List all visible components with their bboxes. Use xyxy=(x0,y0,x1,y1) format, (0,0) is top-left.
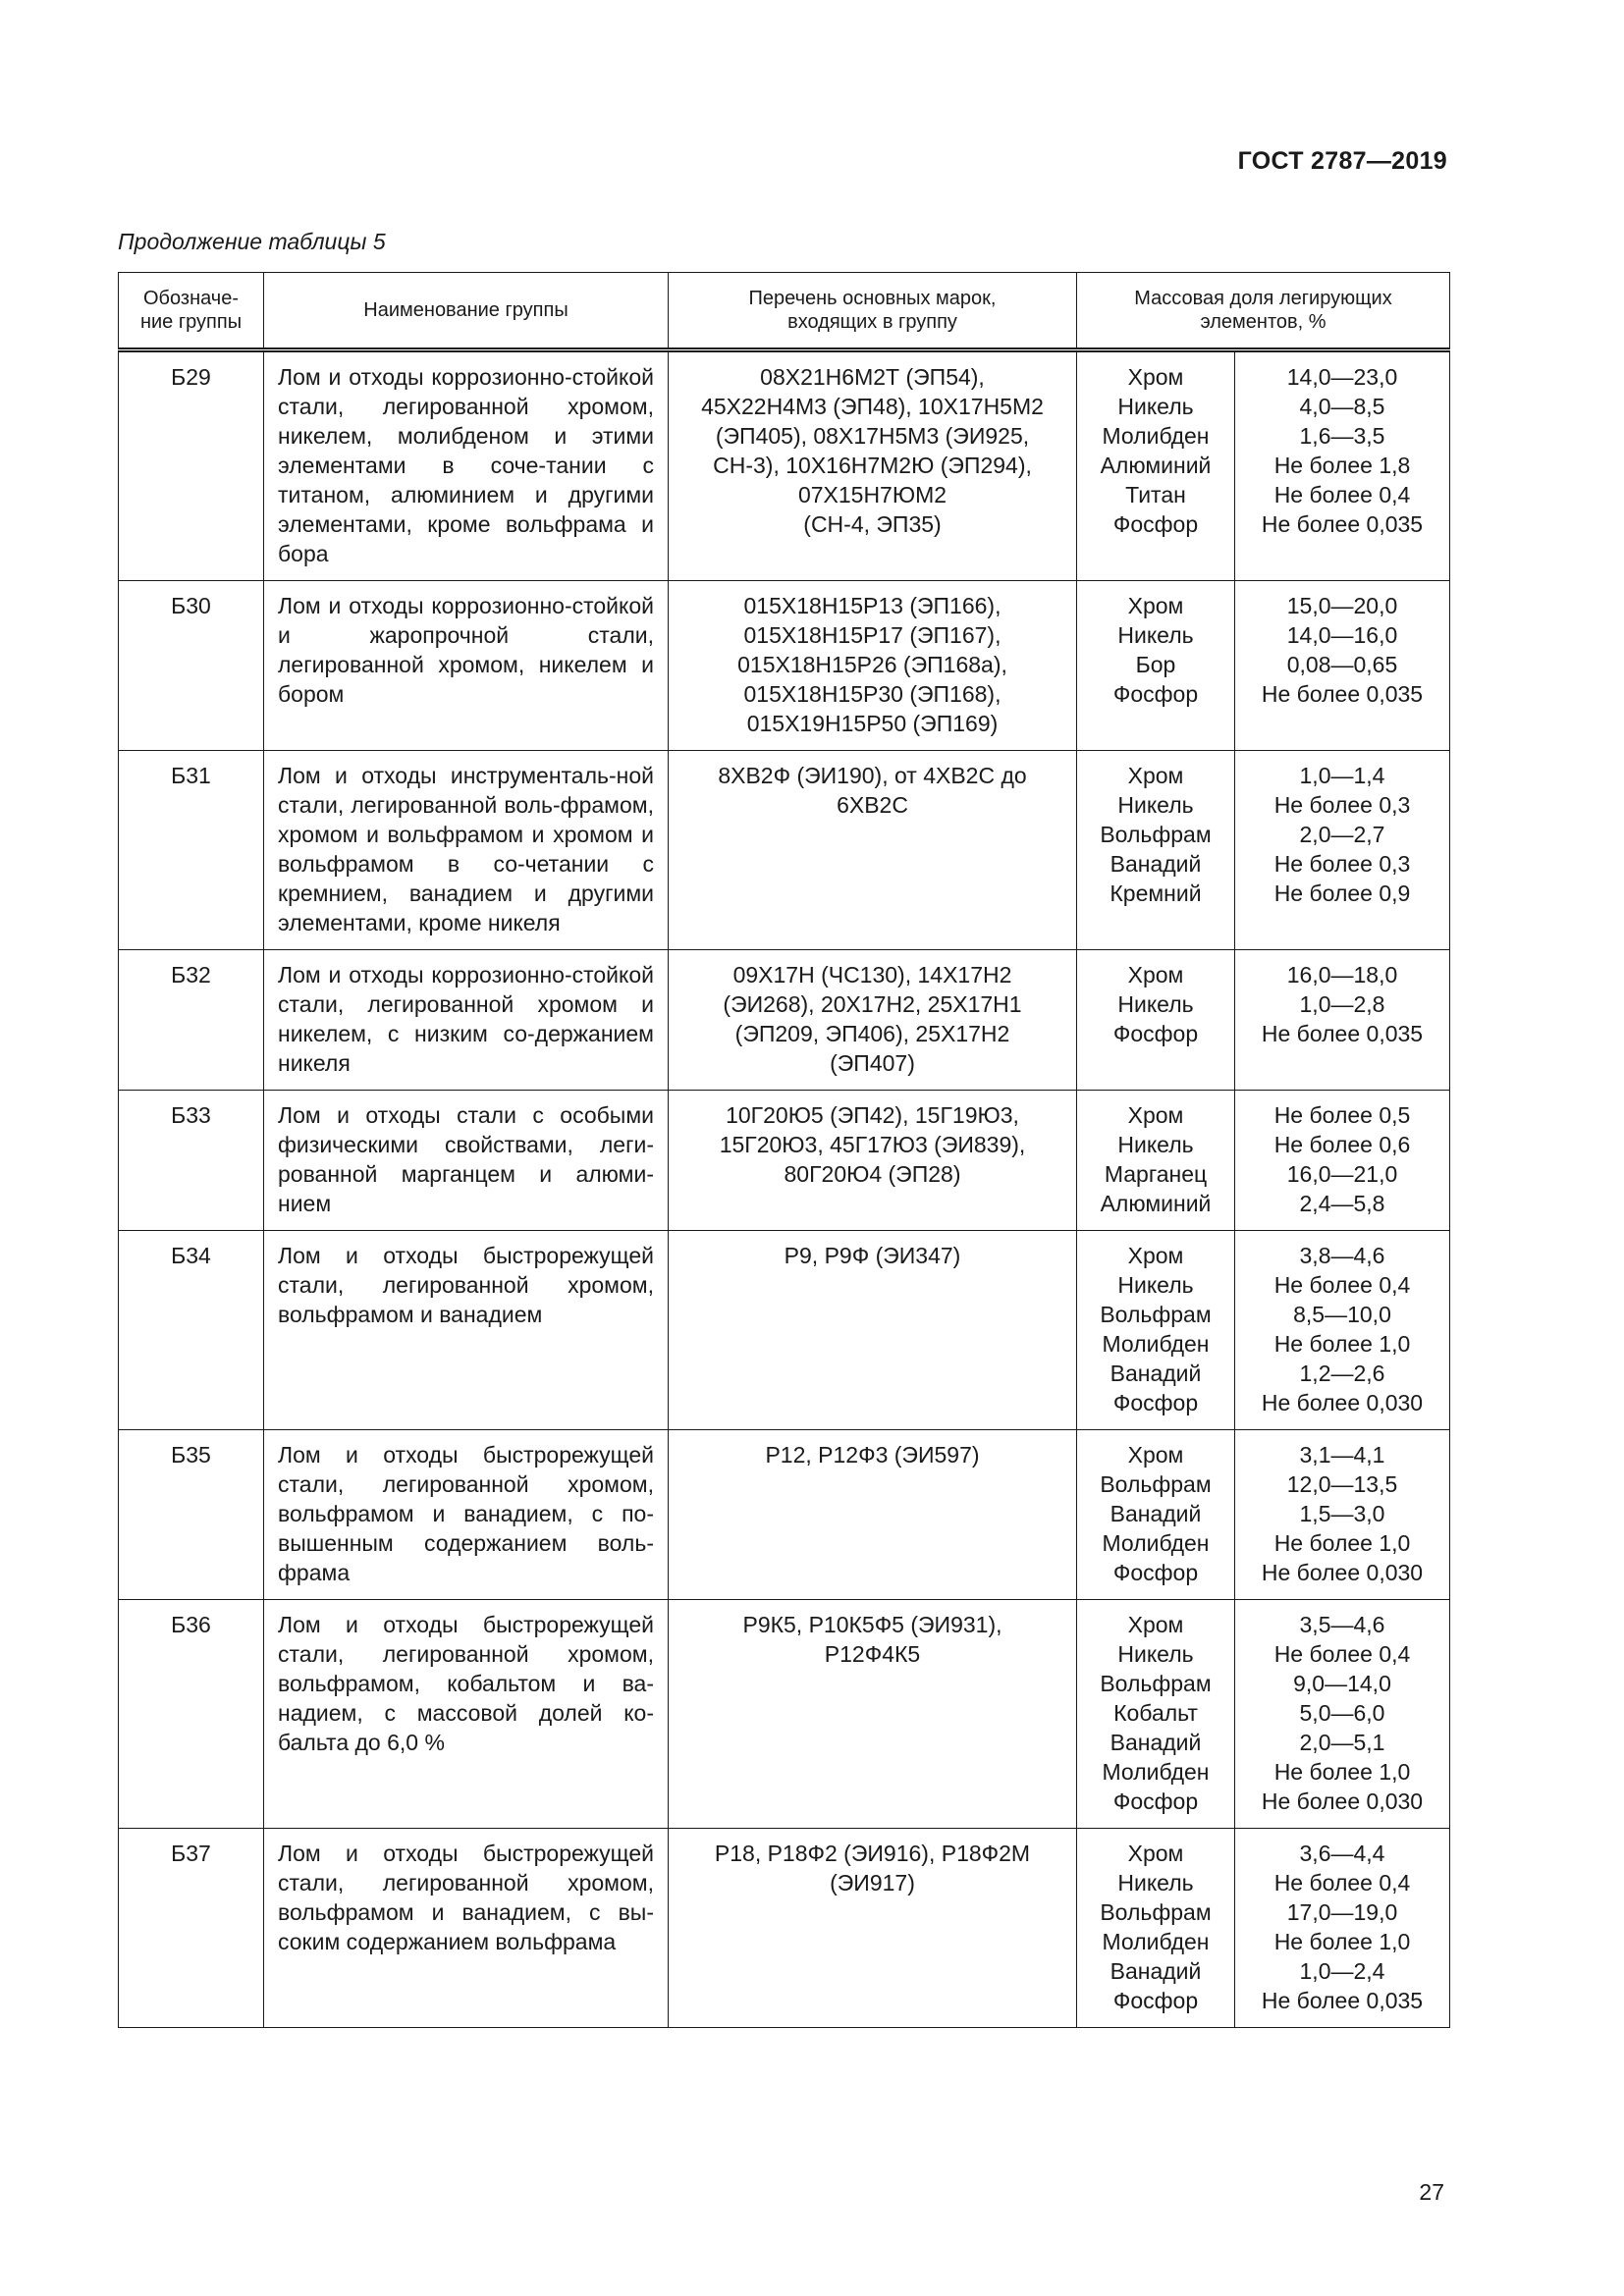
table-row xyxy=(119,1829,1450,2028)
mass-fraction-value: 2,4—5,8 xyxy=(1299,1191,1385,1216)
mass-fraction-value: 2,0—5,1 xyxy=(1299,1730,1385,1755)
alloying-element: Фосфор xyxy=(1112,1390,1199,1415)
alloying-elements-cell xyxy=(1077,1430,1235,1600)
steel-grades-line: 015Х18Н15Р30 (ЭП168), xyxy=(743,681,1001,707)
alloying-element: Фосфор xyxy=(1112,511,1199,537)
mass-fraction-value: 17,0—19,0 xyxy=(1286,1899,1398,1925)
steel-grades-cell xyxy=(669,751,1077,950)
steel-grades-cell xyxy=(669,1600,1077,1829)
table-body xyxy=(119,350,1450,2028)
steel-grades-cell xyxy=(669,1829,1077,2028)
steel-grades-line: 15Г20Ю3, 45Г17Ю3 (ЭИ839), xyxy=(719,1132,1026,1157)
mass-fraction-value: Не более 0,030 xyxy=(1261,1390,1424,1415)
alloying-element: Никель xyxy=(1117,622,1194,648)
header-mass-fraction: Массовая доля легирующих элементов, % xyxy=(1077,273,1450,350)
mass-fraction-cell xyxy=(1235,350,1450,581)
table-row xyxy=(119,1091,1450,1231)
alloying-element: Хром xyxy=(1127,1841,1184,1866)
alloying-elements-cell xyxy=(1077,581,1235,751)
alloying-element: Вольфрам xyxy=(1100,1671,1212,1696)
alloy-groups-table xyxy=(118,272,1450,2028)
alloying-elements-cell xyxy=(1077,950,1235,1091)
group-name-cell: Лом и отходы коррозионно-стойкой стали, легированной хромом, никелем, молибденом и этими элементами в соче-тании с титаном, алюминием и другими элементами, кроме вольфрама и бора xyxy=(264,350,669,581)
mass-fraction-value: 5,0—6,0 xyxy=(1299,1700,1385,1726)
header-group-code: Обозначе- ние группы xyxy=(119,273,264,350)
mass-fraction-value: Не более 0,6 xyxy=(1273,1132,1411,1157)
mass-fraction-value: 14,0—16,0 xyxy=(1286,622,1398,648)
mass-fraction-value: Не более 0,3 xyxy=(1273,792,1411,818)
steel-grades-line: 45Х22Н4М3 (ЭП48), 10Х17Н5М2 xyxy=(701,394,1044,419)
group-code-cell: Б36 xyxy=(119,1600,264,1829)
mass-fraction-cell xyxy=(1235,1430,1450,1600)
steel-grades-line: 015Х18Н15Р13 (ЭП166), xyxy=(743,593,1001,618)
mass-fraction-value: Не более 0,4 xyxy=(1273,482,1411,507)
mass-fraction-value: 3,8—4,6 xyxy=(1299,1243,1385,1268)
alloying-element: Хром xyxy=(1127,593,1184,618)
steel-grades-line: 015Х18Н15Р26 (ЭП168а), xyxy=(737,652,1007,677)
group-name-cell: Лом и отходы быстрорежущей стали, легированной хромом, вольфрамом и ванадием, с вы-соким содержанием вольфрама xyxy=(264,1829,669,2028)
alloying-element: Молибден xyxy=(1102,423,1210,449)
mass-fraction-cell xyxy=(1235,950,1450,1091)
steel-grades-line: (СН-4, ЭП35) xyxy=(803,511,942,537)
alloying-elements-cell xyxy=(1077,350,1235,581)
steel-grades-line: Р12Ф4К5 xyxy=(824,1641,921,1667)
steel-grades-line: (ЭИ268), 20Х17Н2, 25Х17Н1 xyxy=(723,991,1022,1017)
alloying-element: Фосфор xyxy=(1112,1560,1199,1585)
group-code-cell: Б31 xyxy=(119,751,264,950)
table-row xyxy=(119,1600,1450,1829)
mass-fraction-value: 16,0—21,0 xyxy=(1286,1161,1398,1187)
alloying-element: Никель xyxy=(1117,394,1194,419)
table-row xyxy=(119,350,1450,581)
steel-grades-line: 09Х17Н (ЧС130), 14Х17Н2 xyxy=(732,962,1012,988)
mass-fraction-value: Не более 0,5 xyxy=(1273,1102,1411,1128)
mass-fraction-value: Не более 1,0 xyxy=(1273,1331,1411,1357)
table-row xyxy=(119,950,1450,1091)
group-name-cell: Лом и отходы инструменталь-ной стали, легированной воль-фрамом, хромом и вольфрамом и хромом и вольфрамом в со-четании с кремнием, ванадием и другими элементами, кроме никеля xyxy=(264,751,669,950)
mass-fraction-value: Не более 0,035 xyxy=(1261,681,1424,707)
table-row xyxy=(119,1430,1450,1600)
mass-fraction-cell xyxy=(1235,1231,1450,1430)
alloying-element: Алюминий xyxy=(1100,453,1212,478)
steel-grades-line: (ЭИ917) xyxy=(830,1870,915,1896)
alloying-elements-cell xyxy=(1077,1231,1235,1430)
group-code-cell: Б29 xyxy=(119,350,264,581)
alloying-element: Хром xyxy=(1127,962,1184,988)
steel-grades-cell xyxy=(669,581,1077,751)
alloying-elements-cell xyxy=(1077,751,1235,950)
alloying-element: Фосфор xyxy=(1112,1789,1199,1814)
mass-fraction-value: Не более 1,0 xyxy=(1273,1759,1411,1785)
mass-fraction-value: 2,0—2,7 xyxy=(1299,822,1385,847)
alloying-element: Хром xyxy=(1127,1612,1184,1637)
header-group-name: Наименование группы xyxy=(264,273,669,350)
mass-fraction-value: Не более 0,4 xyxy=(1273,1272,1411,1298)
alloying-element: Никель xyxy=(1117,1870,1194,1896)
alloying-element: Хром xyxy=(1127,1442,1184,1468)
alloying-element: Никель xyxy=(1117,991,1194,1017)
alloying-element: Ванадий xyxy=(1110,1730,1202,1755)
alloying-elements-cell xyxy=(1077,1829,1235,2028)
page-number: 27 xyxy=(1419,2179,1444,2205)
mass-fraction-value: 1,6—3,5 xyxy=(1299,423,1385,449)
steel-grades-line: 08Х21Н6М2Т (ЭП54), xyxy=(760,364,985,390)
alloying-element: Титан xyxy=(1125,482,1186,507)
table-header-row xyxy=(119,273,1450,350)
alloying-element: Молибден xyxy=(1102,1331,1210,1357)
mass-fraction-value: Не более 0,4 xyxy=(1273,1641,1411,1667)
group-name-cell: Лом и отходы быстрорежущей стали, легированной хромом, вольфрамом, кобальтом и ва-надием, с массовой долей ко-бальта до 6,0 % xyxy=(264,1600,669,1829)
alloying-element: Никель xyxy=(1117,1641,1194,1667)
alloying-element: Молибден xyxy=(1102,1759,1210,1785)
alloying-element: Молибден xyxy=(1102,1929,1210,1954)
steel-grades-line: СН-3), 10Х16Н7М2Ю (ЭП294), xyxy=(713,453,1032,478)
group-name-cell: Лом и отходы быстрорежущей стали, легированной хромом, вольфрамом и ванадием, с по-вышенным содержанием воль-фрама xyxy=(264,1430,669,1600)
alloying-element: Ванадий xyxy=(1110,1958,1202,1984)
group-code-cell: Б33 xyxy=(119,1091,264,1231)
group-code-cell: Б37 xyxy=(119,1829,264,2028)
steel-grades-line: Р18, Р18Ф2 (ЭИ916), Р18Ф2М xyxy=(714,1841,1031,1866)
mass-fraction-cell xyxy=(1235,1600,1450,1829)
group-name-cell: Лом и отходы быстрорежущей стали, легированной хромом, вольфрамом и ванадием xyxy=(264,1231,669,1430)
table-row xyxy=(119,1231,1450,1430)
alloying-element: Фосфор xyxy=(1112,681,1199,707)
group-name-cell: Лом и отходы коррозионно-стойкой и жаропрочной стали, легированной хромом, никелем и бором xyxy=(264,581,669,751)
mass-fraction-value: 16,0—18,0 xyxy=(1286,962,1398,988)
mass-fraction-value: 12,0—13,5 xyxy=(1286,1471,1398,1497)
steel-grades-line: 07Х15Н7ЮМ2 xyxy=(797,482,947,507)
table-row xyxy=(119,751,1450,950)
group-code-cell: Б32 xyxy=(119,950,264,1091)
alloying-element: Кремний xyxy=(1110,881,1202,906)
mass-fraction-cell xyxy=(1235,581,1450,751)
table-row xyxy=(119,581,1450,751)
mass-fraction-value: Не более 1,0 xyxy=(1273,1929,1411,1954)
alloying-element: Фосфор xyxy=(1112,1988,1199,2013)
steel-grades-line: 8ХВ2Ф (ЭИ190), от 4ХВ2С до xyxy=(718,763,1027,788)
steel-grades-line: 015Х19Н15Р50 (ЭП169) xyxy=(746,711,999,736)
mass-fraction-value: Не более 0,035 xyxy=(1261,1988,1424,2013)
mass-fraction-value: Не более 0,035 xyxy=(1261,511,1424,537)
mass-fraction-value: 3,5—4,6 xyxy=(1299,1612,1385,1637)
mass-fraction-value: Не более 0,035 xyxy=(1261,1021,1424,1046)
steel-grades-cell xyxy=(669,950,1077,1091)
steel-grades-line: 10Г20Ю5 (ЭП42), 15Г19Ю3, xyxy=(726,1102,1019,1128)
mass-fraction-cell xyxy=(1235,1829,1450,2028)
mass-fraction-value: Не более 0,030 xyxy=(1261,1560,1424,1585)
mass-fraction-value: 0,08—0,65 xyxy=(1286,652,1398,677)
mass-fraction-value: 1,5—3,0 xyxy=(1299,1501,1385,1526)
alloying-element: Хром xyxy=(1127,1243,1184,1268)
alloying-element: Хром xyxy=(1127,1102,1184,1128)
mass-fraction-value: Не более 1,0 xyxy=(1273,1530,1411,1556)
steel-grades-cell xyxy=(669,1430,1077,1600)
steel-grades-cell xyxy=(669,1091,1077,1231)
mass-fraction-value: 1,0—2,8 xyxy=(1299,991,1385,1017)
mass-fraction-value: Не более 1,8 xyxy=(1273,453,1411,478)
alloying-element: Вольфрам xyxy=(1100,1471,1212,1497)
alloying-element: Вольфрам xyxy=(1100,1899,1212,1925)
mass-fraction-value: 1,0—1,4 xyxy=(1299,763,1385,788)
alloying-element: Кобальт xyxy=(1113,1700,1198,1726)
steel-grades-cell xyxy=(669,350,1077,581)
alloying-element: Молибден xyxy=(1102,1530,1210,1556)
mass-fraction-value: 3,1—4,1 xyxy=(1299,1442,1385,1468)
group-code-cell: Б34 xyxy=(119,1231,264,1430)
mass-fraction-value: 9,0—14,0 xyxy=(1293,1671,1391,1696)
mass-fraction-value: 15,0—20,0 xyxy=(1286,593,1398,618)
mass-fraction-value: 8,5—10,0 xyxy=(1293,1302,1391,1327)
steel-grades-line: 6ХВ2С xyxy=(837,792,908,818)
steel-grades-line: Р9К5, Р10К5Ф5 (ЭИ931), xyxy=(742,1612,1002,1637)
steel-grades-line: (ЭП407) xyxy=(830,1050,915,1076)
group-code-cell: Б30 xyxy=(119,581,264,751)
mass-fraction-value: Не более 0,3 xyxy=(1273,851,1411,877)
steel-grades-line: 015Х18Н15Р17 (ЭП167), xyxy=(743,622,1001,648)
alloying-element: Ванадий xyxy=(1110,1501,1202,1526)
alloying-element: Ванадий xyxy=(1110,1361,1202,1386)
alloying-element: Вольфрам xyxy=(1100,822,1212,847)
alloying-element: Никель xyxy=(1117,1132,1194,1157)
steel-grades-line: 80Г20Ю4 (ЭП28) xyxy=(784,1161,961,1187)
alloying-elements-cell xyxy=(1077,1091,1235,1231)
mass-fraction-cell xyxy=(1235,1091,1450,1231)
steel-grades-cell xyxy=(669,1231,1077,1430)
alloying-element: Бор xyxy=(1135,652,1176,677)
alloying-element: Хром xyxy=(1127,364,1184,390)
mass-fraction-value: Не более 0,9 xyxy=(1273,881,1411,906)
mass-fraction-value: Не более 0,030 xyxy=(1261,1789,1424,1814)
mass-fraction-value: 1,0—2,4 xyxy=(1299,1958,1385,1984)
group-code-cell: Б35 xyxy=(119,1430,264,1600)
mass-fraction-cell xyxy=(1235,751,1450,950)
alloying-element: Вольфрам xyxy=(1100,1302,1212,1327)
document-code: ГОСТ 2787—2019 xyxy=(1237,147,1447,175)
alloying-element: Ванадий xyxy=(1110,851,1202,877)
group-name-cell: Лом и отходы стали с особыми физическими свойствами, леги-рованной марганцем и алюми-нием xyxy=(264,1091,669,1231)
alloying-element: Никель xyxy=(1117,1272,1194,1298)
alloying-element: Фосфор xyxy=(1112,1021,1199,1046)
table-caption: Продолжение таблицы 5 xyxy=(118,229,386,254)
alloying-element: Никель xyxy=(1117,792,1194,818)
mass-fraction-value: 3,6—4,4 xyxy=(1299,1841,1385,1866)
mass-fraction-value: 14,0—23,0 xyxy=(1286,364,1398,390)
group-name-cell: Лом и отходы коррозионно-стойкой стали, легированной хромом и никелем, с низким со-держанием никеля xyxy=(264,950,669,1091)
mass-fraction-value: 4,0—8,5 xyxy=(1299,394,1385,419)
steel-grades-line: (ЭП405), 08Х17Н5М3 (ЭИ925, xyxy=(715,423,1030,449)
steel-grades-line: (ЭП209, ЭП406), 25Х17Н2 xyxy=(734,1021,1010,1046)
header-steel-grades: Перечень основных марок, входящих в группу xyxy=(669,273,1077,350)
mass-fraction-value: 1,2—2,6 xyxy=(1299,1361,1385,1386)
steel-grades-line: Р9, Р9Ф (ЭИ347) xyxy=(784,1243,961,1268)
alloying-element: Хром xyxy=(1127,763,1184,788)
alloying-element: Алюминий xyxy=(1100,1191,1212,1216)
steel-grades-line: Р12, Р12Ф3 (ЭИ597) xyxy=(765,1442,980,1468)
mass-fraction-value: Не более 0,4 xyxy=(1273,1870,1411,1896)
alloying-elements-cell xyxy=(1077,1600,1235,1829)
alloying-element: Марганец xyxy=(1104,1161,1208,1187)
